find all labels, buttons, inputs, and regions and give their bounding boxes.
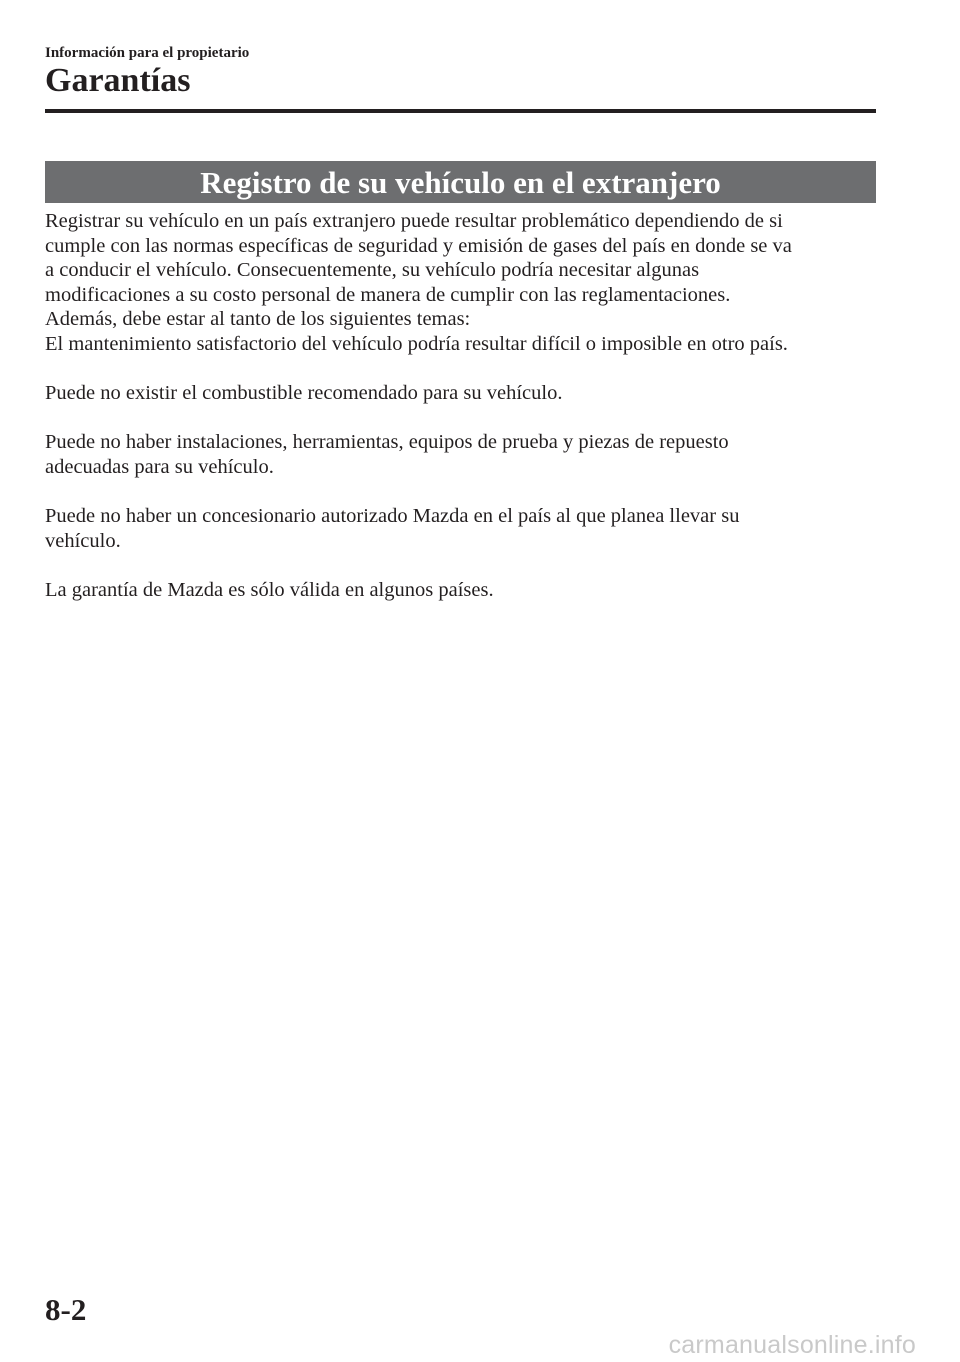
title-rule [45, 109, 876, 113]
item-line: adecuadas para su vehículo. [45, 455, 274, 478]
section-heading: Registro de su vehículo en el extranjero [200, 165, 721, 200]
body-text [45, 209, 885, 603]
item-line: Puede no haber un concesionario autorizado Mazda en el país al que planea llevar su [45, 505, 740, 528]
item-line: vehículo. [45, 529, 121, 552]
intro-paragraph [45, 209, 885, 357]
item-line: Puede no haber instalaciones, herramientas, equipos de prueba y piezas de repuesto [45, 431, 729, 454]
page-title: Garantías [45, 62, 191, 99]
intro-line: El mantenimiento satisfactorio del vehículo podría resultar difícil o imposible en otro país. [45, 332, 788, 355]
item-paragraph-facilities [45, 430, 885, 479]
item-paragraph-dealer [45, 504, 885, 553]
intro-line: cumple con las normas específicas de seguridad y emisión de gases del país en donde se va [45, 234, 792, 257]
item-line: La garantía de Mazda es sólo válida en algunos países. [45, 578, 494, 601]
page-number: 8-2 [45, 1292, 87, 1327]
intro-line: a conducir el vehículo. Consecuentemente, su vehículo podría necesitar algunas [45, 259, 700, 282]
breadcrumb: Información para el propietario [45, 45, 250, 61]
intro-line: modificaciones a su costo personal de manera de cumplir con las reglamentaciones. [45, 283, 731, 306]
item-paragraph-warranty [45, 578, 885, 603]
item-paragraph-fuel [45, 381, 885, 406]
intro-line: Además, debe estar al tanto de los siguientes temas: [45, 308, 471, 331]
intro-line: Registrar su vehículo en un país extranjero puede resultar problemático dependiendo de si [45, 210, 783, 232]
watermark: carmanualsonline.info [668, 1331, 916, 1359]
item-line: Puede no existir el combustible recomendado para su vehículo. [45, 382, 563, 405]
section-banner [45, 161, 876, 203]
